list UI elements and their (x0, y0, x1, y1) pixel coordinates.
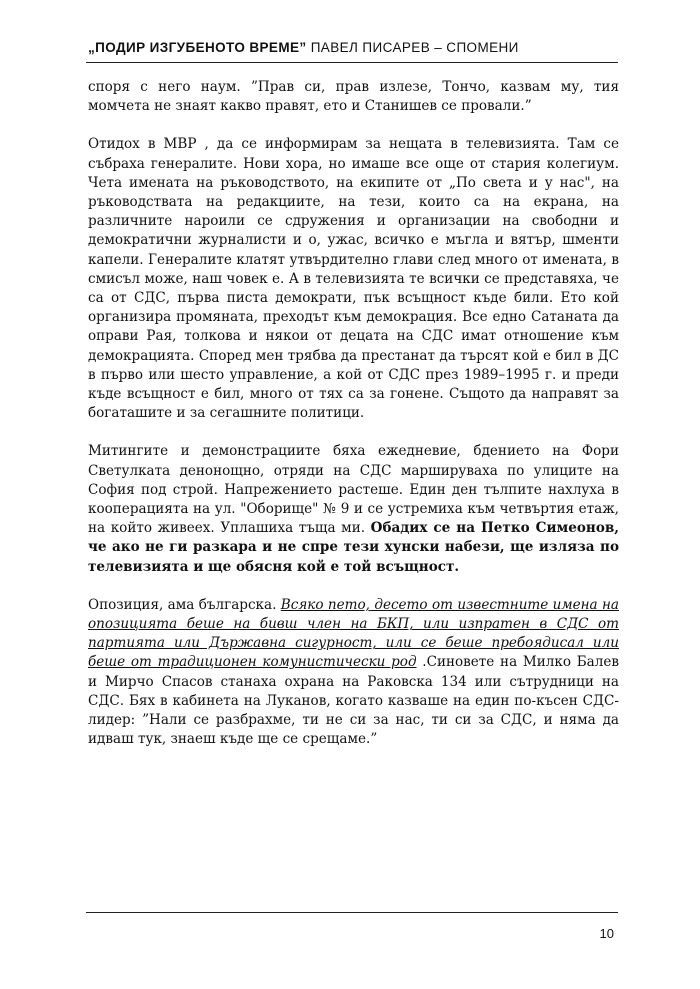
footer-divider (86, 912, 618, 913)
paragraph-4-end: .Синовете на Милко Балев и Мирчо Спасов станаха охрана на Раковска 134 или сътрудници на СДС. Бях в кабинета на Луканов, когато казваше на един по-късен СДС-лидер: ”Нали се разбрахме, ти не си за нас, ти си за СДС, и няма да идваш тук, знаеш къде ще се срещаме.” (88, 654, 619, 748)
paragraph-spacer (88, 577, 619, 596)
paragraph-3 (88, 442, 619, 576)
page-number: 10 (599, 926, 614, 941)
paragraph-3-bold-text: Обадих се на Петко Симеонов, че ако не ги разкара и не спре тези хунски набези, ще изляза по телевизията и ще обясня кой е той всъщност. (88, 520, 619, 575)
book-title: „ПОДИР ИЗГУБЕНОТО ВРЕМЕ” (88, 40, 307, 55)
paragraph-2: Отидох в МВР , да се информирам за нещата в телевизията. Там се събраха генералите. Нови хора, но имаше все още от стария колегиум. Чета имената на ръководството, на екипите от „По света и у нас", на ръководствата на редакциите, на тези, които са на екрана, на различните нароили се сдружения и организации на свободни и демократични журналисти и о, ужас, всичко е мъгла и вятър, шменти капели. Генералите клатят утвърдително глави след много от имената, в смисъл може, наш човек е. А в телевизията те всички се представяха, че са от СДС, първа писта демократи, пък всъщност къде били. Ето кой организира промяната, преходът към демокрация. Все едно Сатаната да оправи Рая, толкова и някои от децата на СДС имат отношение към демокрацията. Според мен трябва да престанат да търсят кой е бил в ДС в първо или шесто управление, а кой от СДС през 1989–1995 г. и преди къде всъщност е бил, много от тях са за гонене. Същото да направят за богаташите и за сегашните политици. (88, 136, 619, 422)
paragraph-3-text: Митингите и демонстрациите бяха ежедневие, бдението на Фори Светулката денонощно, отряди на СДС маршируваха по улиците на София под строй. Напрежението растеше. Един ден тълпите нахлуха в кооперацията на ул. "Оборище" № 9 и се устремиха към четвъртия етаж, на който живеех. Уплашиха тъща ми. (88, 443, 619, 537)
paragraph-4-start: Опозиция, ама българска. (88, 596, 281, 613)
page-header (88, 40, 618, 62)
paragraph-4 (88, 596, 619, 750)
paragraph-spacer (88, 423, 619, 442)
paragraph-4-underlined-text: Всяко пето, десето от известните имена на опозицията беше на бивш член на БКП, или изпратен в СДС от партията или Държавна сигурност, или се беше пребоядисал или беше от традиционен комунистически род (88, 596, 619, 671)
paragraph-1: споря с него наум. ”Прав си, прав излезе, Тончо, казвам му, тия момчета не знаят какво правят, ето и Станишев се провали.” (88, 79, 619, 115)
book-author: ПАВЕЛ ПИСАРЕВ – СПОМЕНИ (306, 40, 519, 55)
body-text (88, 78, 619, 750)
header-divider (86, 62, 618, 63)
paragraph-spacer (88, 116, 619, 135)
